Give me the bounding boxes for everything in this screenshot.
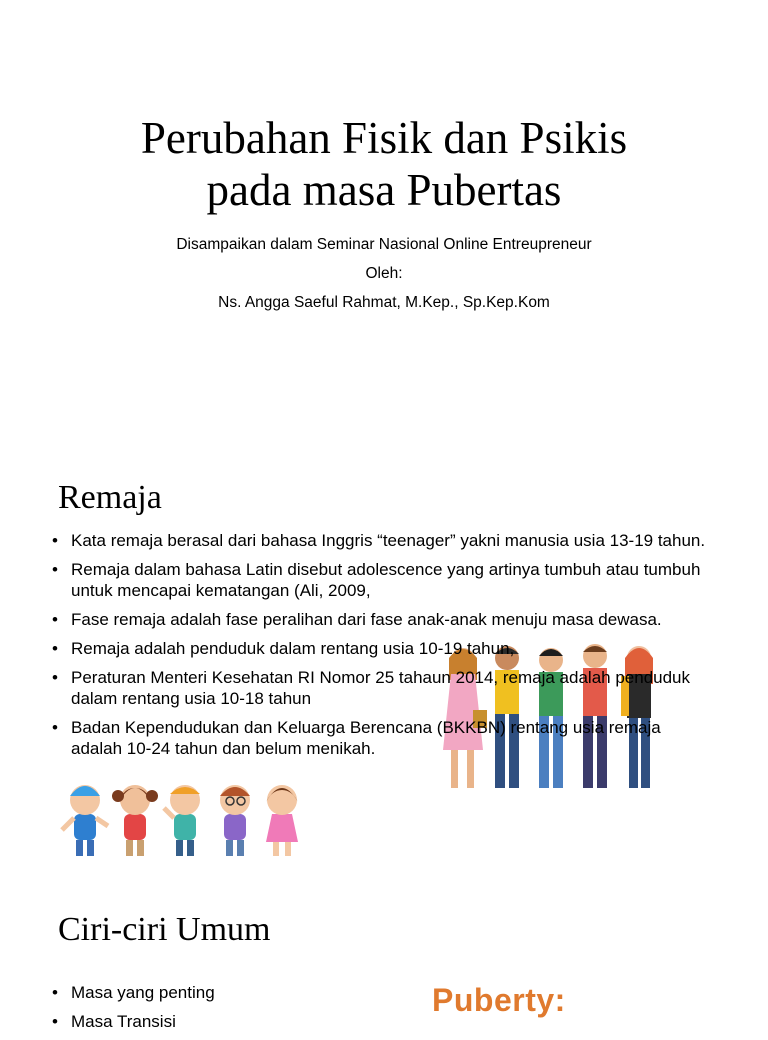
remaja-slide (0, 440, 768, 872)
subtitle-line-3: Ns. Angga Saeful Rahmat, M.Kep., Sp.Kep.Kom (218, 294, 550, 311)
bullet-item: • Badan Kependudukan dan Keluarga Berencana (BKKBN) rentang usia remaja adalah 10-24 tahun dan belum menikah. (52, 717, 712, 759)
ciri-bullet-list (52, 982, 712, 1040)
bullet-item: • Fase remaja adalah fase peralihan dari fase anak-anak menuju masa dewasa. (52, 609, 712, 630)
puberty-image-text: Puberty: (432, 982, 566, 1018)
ciri-ciri-slide (0, 872, 768, 1031)
slide-heading: Ciri-ciri Umum (58, 911, 271, 948)
kid-5-figure (266, 785, 298, 856)
title-line-2: pada masa Pubertas (206, 165, 562, 215)
kid-2-figure (112, 785, 158, 856)
bullet-item: • Remaja adalah penduduk dalam rentang usia 10-19 tahun, (52, 638, 712, 659)
bullet-item: • Remaja dalam bahasa Latin disebut adolescence yang artinya tumbuh atau tumbuh untuk mencapai kematangan (Ali, 2009, (52, 559, 712, 601)
remaja-bullet-list (52, 530, 712, 767)
kids-group-illustration (60, 770, 310, 862)
kid-3-figure (164, 785, 200, 856)
subtitle-line-1: Disampaikan dalam Seminar Nasional Online Entreupreneur (176, 236, 592, 253)
bullet-item: • Masa yang penting (52, 982, 712, 1003)
bullet-item: • Masa Transisi (52, 1011, 712, 1032)
slide-title (0, 112, 768, 216)
subtitle-line-2: Oleh: (365, 265, 403, 282)
kid-4-figure (220, 785, 250, 856)
bullet-item: • Kata remaja berasal dari bahasa Inggris “teenager” yakni manusia usia 13-19 tahun. (52, 530, 712, 551)
slide-heading: Remaja (58, 479, 162, 516)
slide-subtitle (0, 230, 768, 317)
bullet-item: • Peraturan Menteri Kesehatan RI Nomor 25 tahaun 2014, remaja adalah penduduk dalam rentang usia 10-18 tahun (52, 667, 712, 709)
kid-1-figure (62, 785, 108, 856)
title-slide (0, 0, 768, 440)
title-line-1: Perubahan Fisik dan Psikis (140, 113, 628, 163)
